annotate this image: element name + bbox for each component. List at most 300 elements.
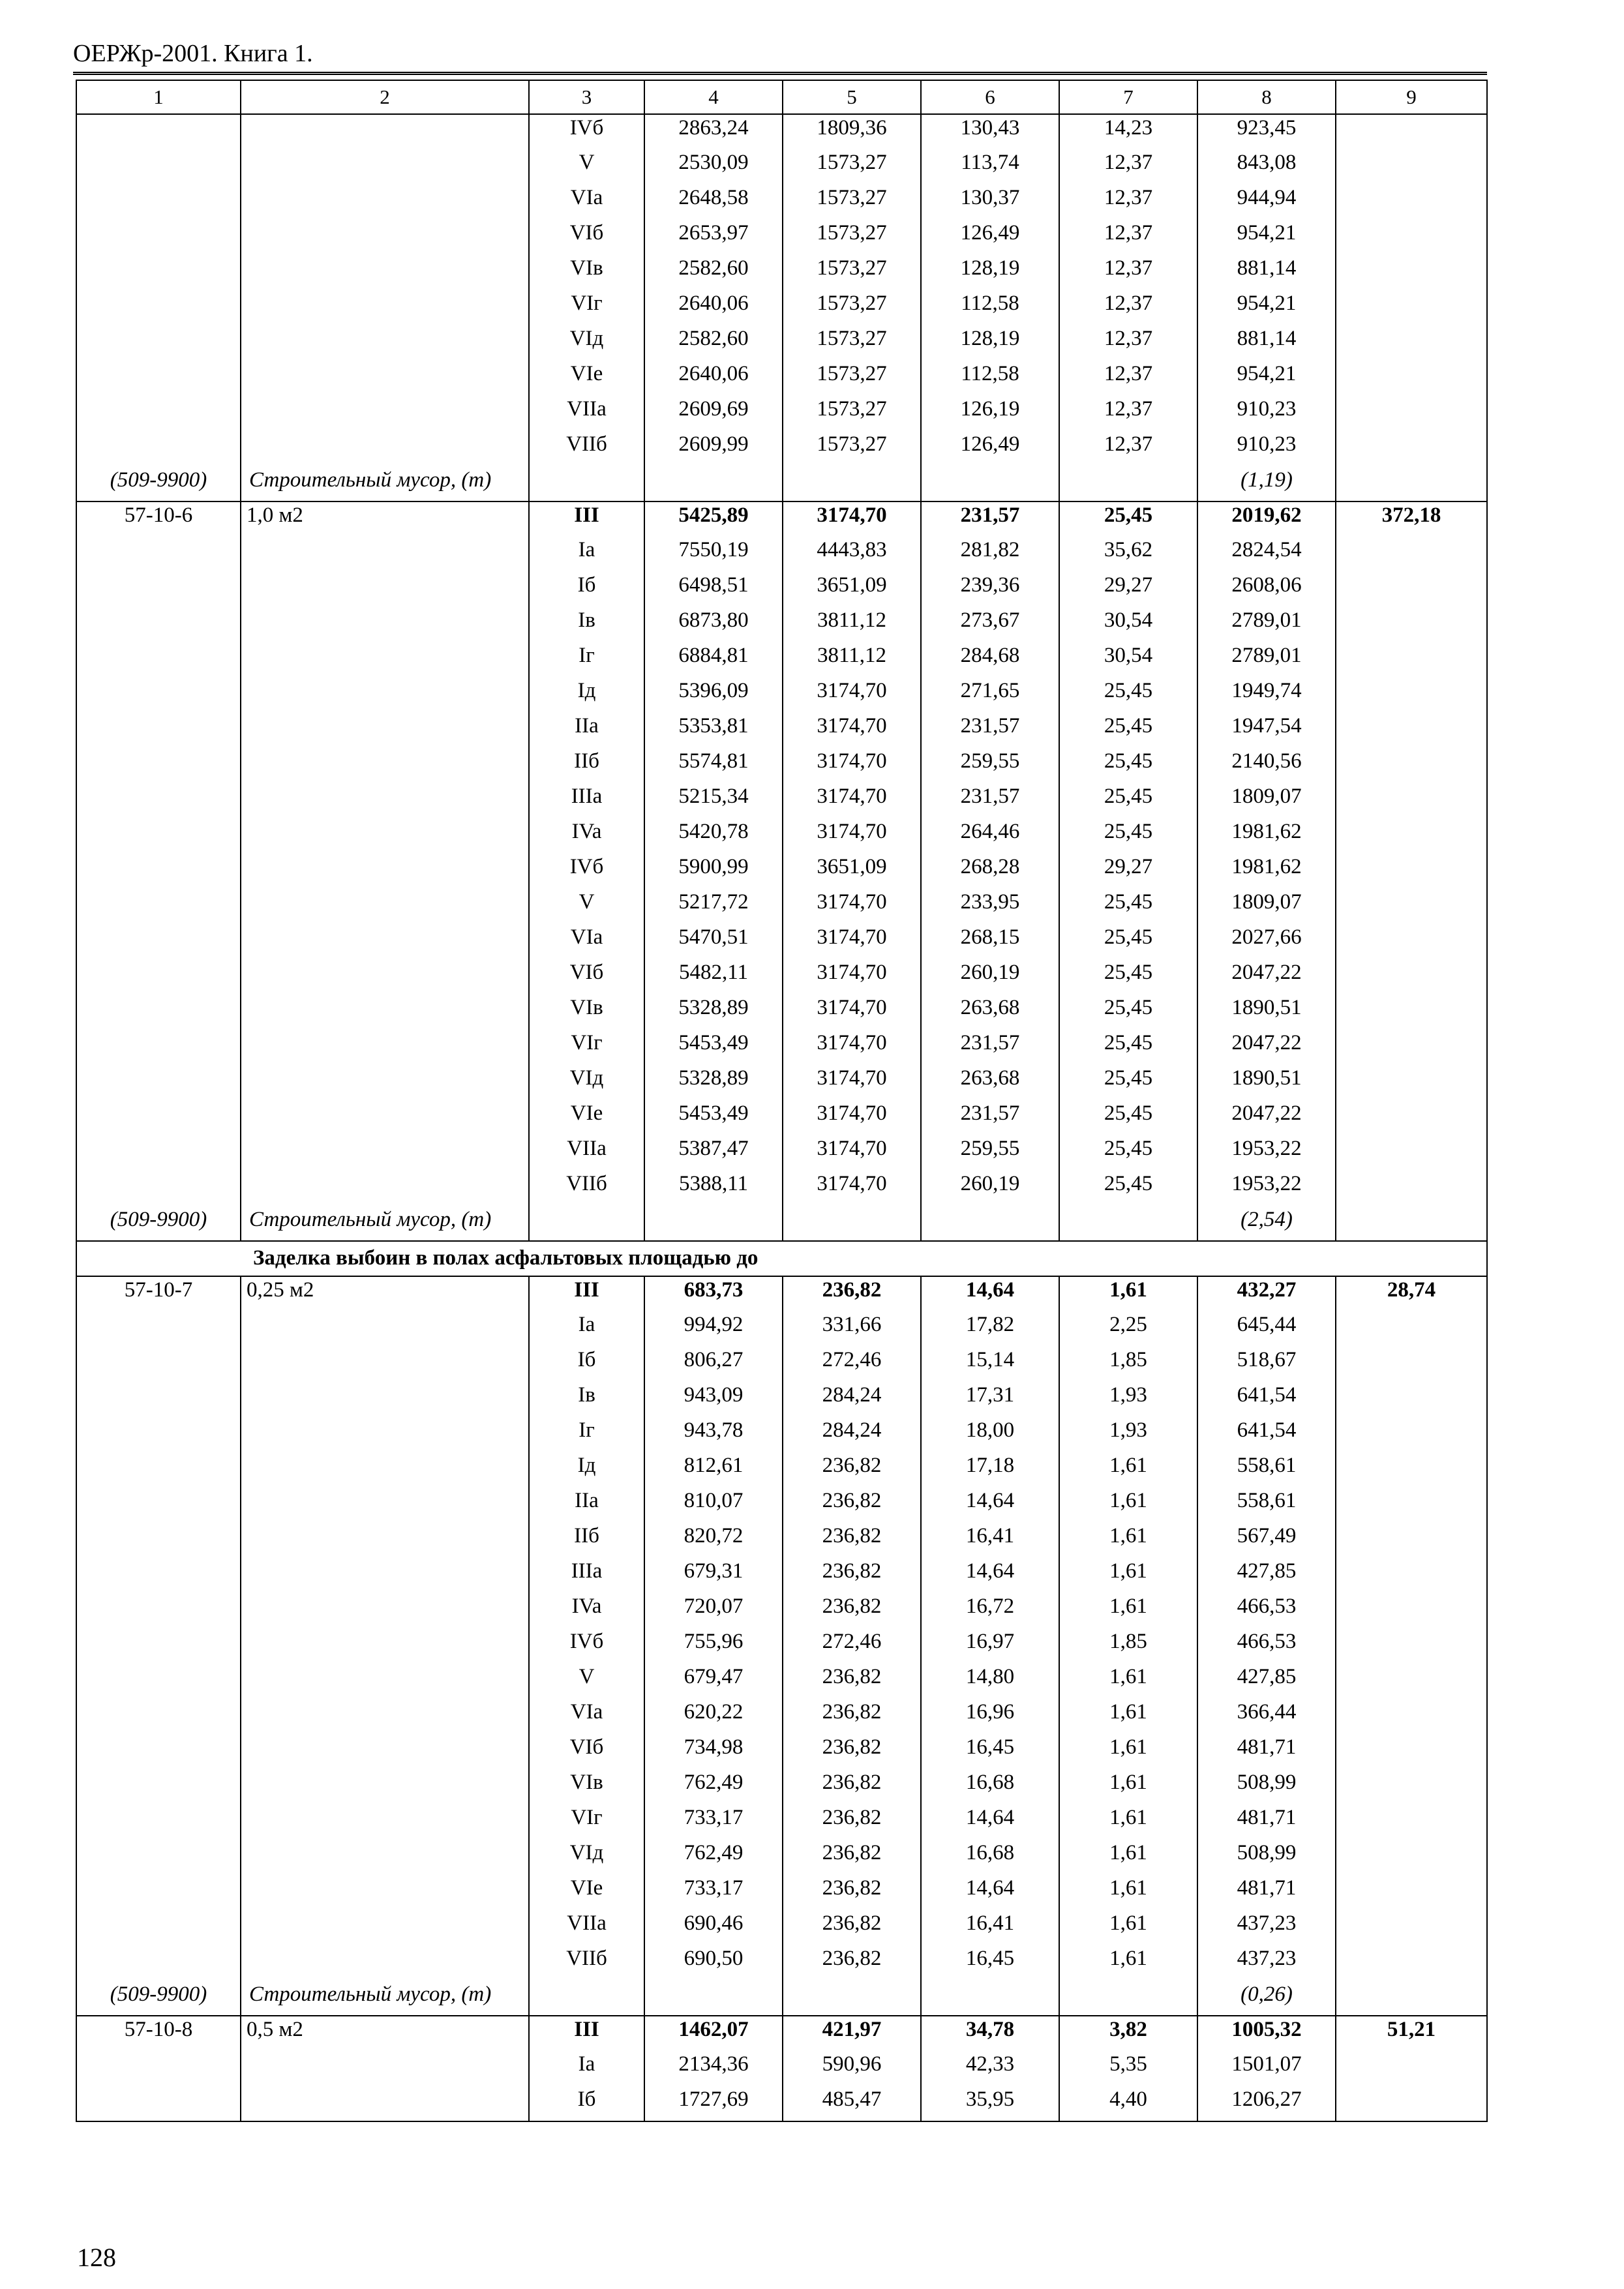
rate-code-cell [76,854,241,889]
machines-cell: 16,72 [921,1593,1059,1628]
machinist-wages-cell: 1,61 [1059,1910,1197,1945]
labor-cost-cell [1336,1699,1487,1734]
rate-row [76,1664,1487,1699]
column-number: 9 [1336,80,1487,114]
empty-cell [921,466,1059,501]
material-code: (509-9900) [76,466,241,501]
section-heading: Заделка выбоин в полах асфальтовых площадью до [76,1241,1487,1276]
labor-cost-cell: 28,74 [1336,1276,1487,1311]
labor-cost-cell [1336,220,1487,255]
wages-cell: 236,82 [783,1804,921,1840]
materials-cell: 2019,62 [1197,501,1336,537]
rate-row [76,1769,1487,1804]
labor-cost-cell [1336,1417,1487,1452]
materials-cell: 1947,54 [1197,713,1336,748]
materials-cell: 2789,01 [1197,607,1336,642]
zone-cell: IVa [529,1593,644,1628]
zone-cell: VIe [529,1100,644,1135]
machines-cell: 14,64 [921,1804,1059,1840]
machines-cell: 17,82 [921,1311,1059,1347]
zone-cell: VIв [529,1769,644,1804]
empty-cell [921,1981,1059,2016]
rate-row [76,114,1487,149]
machines-cell: 16,41 [921,1910,1059,1945]
rate-row [76,149,1487,185]
total-cost-cell: 5217,72 [644,889,783,924]
labor-cost-cell [1336,1488,1487,1523]
labor-cost-cell [1336,255,1487,290]
rate-code-cell [76,1734,241,1769]
description-cell: 1,0 м2 [241,501,529,537]
zone-cell: VIa [529,1699,644,1734]
machinist-wages-cell: 25,45 [1059,1065,1197,1100]
description-cell [241,1523,529,1558]
machinist-wages-cell: 25,45 [1059,1135,1197,1171]
labor-cost-cell [1336,185,1487,220]
total-cost-cell: 5328,89 [644,995,783,1030]
machines-cell: 130,43 [921,114,1059,149]
machinist-wages-cell: 25,45 [1059,783,1197,818]
machinist-wages-cell: 1,61 [1059,1664,1197,1699]
machinist-wages-cell: 12,37 [1059,149,1197,185]
machinist-wages-cell: 2,25 [1059,1311,1197,1347]
machines-cell: 273,67 [921,607,1059,642]
zone-cell: Iб [529,572,644,607]
wages-cell: 236,82 [783,1276,921,1311]
materials-cell: 558,61 [1197,1488,1336,1523]
machinist-wages-cell: 1,61 [1059,1769,1197,1804]
rate-row [76,1382,1487,1417]
wages-cell: 284,24 [783,1417,921,1452]
rates-table-body [76,80,1487,2121]
machines-cell: 16,97 [921,1628,1059,1664]
machines-cell: 113,74 [921,149,1059,185]
total-cost-cell: 5900,99 [644,854,783,889]
labor-cost-cell [1336,642,1487,678]
machines-cell: 130,37 [921,185,1059,220]
rate-code-cell [76,1347,241,1382]
rate-row [76,995,1487,1030]
rate-row [76,361,1487,396]
rate-row [76,607,1487,642]
materials-cell: 1890,51 [1197,995,1336,1030]
total-cost-cell: 5215,34 [644,783,783,818]
total-cost-cell: 5482,11 [644,959,783,995]
total-cost-cell: 755,96 [644,1628,783,1664]
description-cell [241,713,529,748]
wages-cell: 3174,70 [783,1100,921,1135]
machines-cell: 16,41 [921,1523,1059,1558]
machines-cell: 259,55 [921,748,1059,783]
materials-cell: 481,71 [1197,1734,1336,1769]
wages-cell: 485,47 [783,2086,921,2121]
zone-cell: VIa [529,924,644,959]
labor-cost-cell [1336,1100,1487,1135]
machinist-wages-cell: 3,82 [1059,2016,1197,2051]
rate-row [76,1699,1487,1734]
description-cell [241,1135,529,1171]
rate-row [76,1593,1487,1628]
labor-cost-cell [1336,149,1487,185]
column-number: 7 [1059,80,1197,114]
description-cell [241,1945,529,1981]
wages-cell: 1573,27 [783,220,921,255]
materials-cell: 366,44 [1197,1699,1336,1734]
empty-cell [644,466,783,501]
description-cell [241,1664,529,1699]
zone-cell: VIг [529,1804,644,1840]
zone-cell: IVб [529,114,644,149]
rate-row [76,1558,1487,1593]
materials-cell: 641,54 [1197,1417,1336,1452]
machinist-wages-cell: 5,35 [1059,2051,1197,2086]
labor-cost-cell [1336,924,1487,959]
wages-cell: 3174,70 [783,889,921,924]
machinist-wages-cell: 1,61 [1059,1593,1197,1628]
total-cost-cell: 2648,58 [644,185,783,220]
materials-cell: 641,54 [1197,1382,1336,1417]
description-cell [241,1875,529,1910]
materials-cell: 508,99 [1197,1769,1336,1804]
materials-cell: 2789,01 [1197,642,1336,678]
rate-row [76,1171,1487,1206]
zone-cell: III [529,2016,644,2051]
materials-cell: 427,85 [1197,1558,1336,1593]
zone-cell: VIa [529,185,644,220]
rate-code-cell [76,818,241,854]
wages-cell: 3174,70 [783,995,921,1030]
materials-cell: 437,23 [1197,1910,1336,1945]
rate-row [76,1135,1487,1171]
machinist-wages-cell: 1,61 [1059,1452,1197,1488]
description-cell [241,959,529,995]
rate-code-cell [76,361,241,396]
rate-code-cell [76,607,241,642]
rate-code-cell [76,1593,241,1628]
wages-cell: 3174,70 [783,713,921,748]
description-cell [241,1347,529,1382]
labor-cost-cell [1336,995,1487,1030]
description-cell [241,255,529,290]
description-cell [241,431,529,466]
rate-row [76,2086,1487,2121]
zone-cell: Iб [529,2086,644,2121]
wages-cell: 1809,36 [783,114,921,149]
empty-cell [1059,1206,1197,1241]
machinist-wages-cell: 1,93 [1059,1417,1197,1452]
description-cell [241,678,529,713]
total-cost-cell: 5425,89 [644,501,783,537]
wages-cell: 3174,70 [783,678,921,713]
wages-cell: 3651,09 [783,854,921,889]
labor-cost-cell: 51,21 [1336,2016,1487,2051]
rate-row [76,854,1487,889]
machinist-wages-cell: 30,54 [1059,642,1197,678]
rate-row [76,1488,1487,1523]
description-cell [241,854,529,889]
description-cell [241,924,529,959]
material-code: (509-9900) [76,1981,241,2016]
rate-code-cell [76,1135,241,1171]
total-cost-cell: 762,49 [644,1840,783,1875]
section-heading-row [76,1241,1487,1276]
description-cell [241,1417,529,1452]
description-cell [241,1452,529,1488]
rate-row [76,783,1487,818]
machinist-wages-cell: 1,85 [1059,1347,1197,1382]
machinist-wages-cell: 1,93 [1059,1382,1197,1417]
machinist-wages-cell: 25,45 [1059,889,1197,924]
zone-cell: VIIб [529,431,644,466]
description-cell [241,1030,529,1065]
machines-cell: 14,64 [921,1276,1059,1311]
machinist-wages-cell: 12,37 [1059,325,1197,361]
wages-cell: 236,82 [783,1910,921,1945]
materials-cell: 1809,07 [1197,783,1336,818]
wages-cell: 4443,83 [783,537,921,572]
machines-cell: 268,28 [921,854,1059,889]
column-number: 2 [241,80,529,114]
wages-cell: 3811,12 [783,607,921,642]
total-cost-cell: 5353,81 [644,713,783,748]
wages-cell: 3174,70 [783,783,921,818]
materials-cell: 910,23 [1197,396,1336,431]
zone-cell: VIб [529,220,644,255]
description-cell [241,1840,529,1875]
total-cost-cell: 5453,49 [644,1100,783,1135]
wages-cell: 1573,27 [783,325,921,361]
description-cell [241,607,529,642]
rate-row [76,255,1487,290]
machinist-wages-cell: 1,61 [1059,1558,1197,1593]
rate-code-cell [76,1523,241,1558]
description-cell [241,1769,529,1804]
machines-cell: 34,78 [921,2016,1059,2051]
rate-row [76,1734,1487,1769]
rate-code-cell [76,149,241,185]
machinist-wages-cell: 1,61 [1059,1875,1197,1910]
wages-cell: 272,46 [783,1628,921,1664]
total-cost-cell: 2640,06 [644,361,783,396]
labor-cost-cell [1336,1382,1487,1417]
wages-cell: 3811,12 [783,642,921,678]
labor-cost-cell [1336,1558,1487,1593]
total-cost-cell: 620,22 [644,1699,783,1734]
labor-cost-cell [1336,396,1487,431]
machinist-wages-cell: 1,61 [1059,1945,1197,1981]
machines-cell: 16,45 [921,1945,1059,1981]
machines-cell: 263,68 [921,995,1059,1030]
zone-cell: IIIa [529,783,644,818]
total-cost-cell: 6884,81 [644,642,783,678]
machines-cell: 126,19 [921,396,1059,431]
machines-cell: 112,58 [921,361,1059,396]
machinist-wages-cell: 29,27 [1059,572,1197,607]
total-cost-cell: 720,07 [644,1593,783,1628]
description-cell [241,995,529,1030]
rate-row [76,431,1487,466]
wages-cell: 1573,27 [783,396,921,431]
total-cost-cell: 2863,24 [644,114,783,149]
rate-row [76,2051,1487,2086]
labor-cost-cell [1336,1840,1487,1875]
column-number-row [76,80,1487,114]
labor-cost-cell [1336,607,1487,642]
rate-row [76,1100,1487,1135]
labor-cost-cell [1336,748,1487,783]
rate-code-cell [76,783,241,818]
wages-cell: 3651,09 [783,572,921,607]
total-cost-cell: 810,07 [644,1488,783,1523]
rate-code-cell [76,1804,241,1840]
machinist-wages-cell: 35,62 [1059,537,1197,572]
rate-code-cell [76,1382,241,1417]
wages-cell: 3174,70 [783,924,921,959]
header-divider [73,72,1487,75]
machinist-wages-cell: 1,61 [1059,1804,1197,1840]
labor-cost-cell [1336,1734,1487,1769]
wages-cell: 236,82 [783,1945,921,1981]
total-cost-cell: 6498,51 [644,572,783,607]
rate-code-cell [76,1769,241,1804]
labor-cost-cell [1336,361,1487,396]
machines-cell: 17,31 [921,1382,1059,1417]
machines-cell: 239,36 [921,572,1059,607]
materials-cell: 558,61 [1197,1452,1336,1488]
rate-row [76,1417,1487,1452]
wages-cell: 1573,27 [783,361,921,396]
wages-cell: 236,82 [783,1699,921,1734]
total-cost-cell: 943,09 [644,1382,783,1417]
machines-cell: 14,64 [921,1558,1059,1593]
rate-code-cell [76,2051,241,2086]
machinist-wages-cell: 12,37 [1059,431,1197,466]
description-cell [241,2086,529,2121]
labor-cost-cell [1336,889,1487,924]
machines-cell: 260,19 [921,1171,1059,1206]
materials-cell: 1981,62 [1197,854,1336,889]
description-cell [241,1628,529,1664]
rate-row [76,325,1487,361]
total-cost-cell: 820,72 [644,1523,783,1558]
rate-code-cell: 57-10-8 [76,2016,241,2051]
materials-cell: 481,71 [1197,1804,1336,1840]
empty-cell [783,1206,921,1241]
materials-cell: 954,21 [1197,361,1336,396]
rate-code-cell: 57-10-6 [76,501,241,537]
materials-cell: 881,14 [1197,255,1336,290]
material-row [76,466,1487,501]
zone-cell: Iг [529,642,644,678]
machinist-wages-cell: 25,45 [1059,713,1197,748]
zone-cell: VIд [529,325,644,361]
materials-cell: 1949,74 [1197,678,1336,713]
column-number: 3 [529,80,644,114]
empty-cell [1059,466,1197,501]
labor-cost-cell [1336,537,1487,572]
materials-cell: 1981,62 [1197,818,1336,854]
machines-cell: 14,80 [921,1664,1059,1699]
zone-cell: VIe [529,361,644,396]
rate-code-cell [76,1488,241,1523]
material-row [76,1981,1487,2016]
materials-cell: 645,44 [1197,1311,1336,1347]
wages-cell: 236,82 [783,1488,921,1523]
description-cell [241,1558,529,1593]
description-cell [241,537,529,572]
materials-cell: 432,27 [1197,1276,1336,1311]
total-cost-cell: 2609,99 [644,431,783,466]
total-cost-cell: 943,78 [644,1417,783,1452]
description-cell [241,149,529,185]
total-cost-cell: 690,50 [644,1945,783,1981]
materials-cell: 1206,27 [1197,2086,1336,2121]
wages-cell: 272,46 [783,1347,921,1382]
machines-cell: 35,95 [921,2086,1059,2121]
machines-cell: 281,82 [921,537,1059,572]
machines-cell: 259,55 [921,1135,1059,1171]
machinist-wages-cell: 1,61 [1059,1276,1197,1311]
zone-cell: Ia [529,2051,644,2086]
labor-cost-cell [1336,818,1487,854]
rate-main-row [76,1276,1487,1311]
material-quantity: (0,26) [1197,1981,1336,2016]
rate-code-cell [76,1910,241,1945]
rate-row [76,537,1487,572]
zone-cell: IIIa [529,1558,644,1593]
zone-cell: VIб [529,959,644,995]
labor-cost-cell [1336,2051,1487,2086]
wages-cell: 236,82 [783,1523,921,1558]
total-cost-cell: 5453,49 [644,1030,783,1065]
machinist-wages-cell: 25,45 [1059,1100,1197,1135]
rate-row [76,220,1487,255]
total-cost-cell: 734,98 [644,1734,783,1769]
rate-row [76,1030,1487,1065]
empty-cell [1336,466,1487,501]
machines-cell: 271,65 [921,678,1059,713]
description-cell [241,396,529,431]
column-number: 1 [76,80,241,114]
materials-cell: 1953,22 [1197,1135,1336,1171]
rate-code-cell [76,1664,241,1699]
total-cost-cell: 733,17 [644,1875,783,1910]
rate-code-cell [76,642,241,678]
column-number: 4 [644,80,783,114]
description-cell: 0,5 м2 [241,2016,529,2051]
machines-cell: 15,14 [921,1347,1059,1382]
rate-row [76,1452,1487,1488]
wages-cell: 236,82 [783,1593,921,1628]
zone-cell: VIг [529,1030,644,1065]
empty-cell [783,466,921,501]
rate-code-cell [76,255,241,290]
rates-table [76,80,1488,2122]
description-cell [241,185,529,220]
labor-cost-cell [1336,572,1487,607]
rate-code-cell [76,220,241,255]
rate-row [76,1945,1487,1981]
empty-cell [529,1981,644,2016]
machinist-wages-cell: 12,37 [1059,185,1197,220]
rate-row [76,1804,1487,1840]
rate-code-cell [76,325,241,361]
materials-cell: 2027,66 [1197,924,1336,959]
machines-cell: 18,00 [921,1417,1059,1452]
description-cell [241,290,529,325]
machines-cell: 17,18 [921,1452,1059,1488]
total-cost-cell: 994,92 [644,1311,783,1347]
